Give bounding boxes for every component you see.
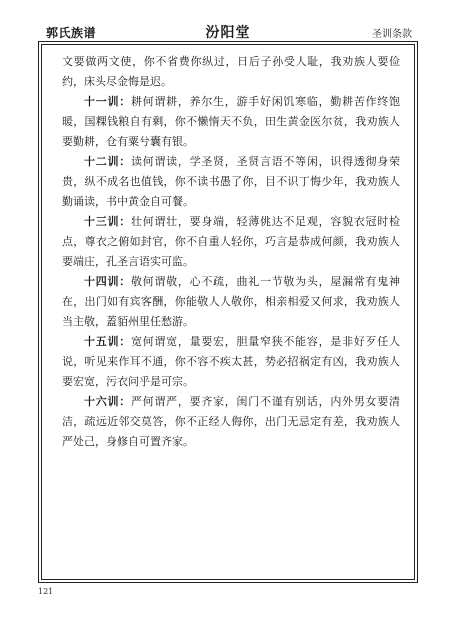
instruction-text: 敬何谓敬，心不疏，曲礼一节敬为头，屋漏常有鬼神在，出门如有宾客酬，你能敬人人敬你，相亲相爱又何求，我劝族人当主敬，蓋貊州里任愁游。 (62, 275, 401, 328)
header-section-name: 圣训条款 (372, 29, 412, 40)
instruction-16 (62, 392, 400, 452)
instruction-label: 十三训： (84, 215, 131, 228)
instruction-text: 读何谓读，学圣贤，圣贤言语不等闲，识得透彻身荣贵，纵不成名也值钱，你不读书愚了你，目不识丁悔少年，我劝族人勤诵读，书中黄金自可餐。 (62, 155, 401, 208)
intro-paragraph: 文要做两文使，你不省费你纵过，日后子孙受人耻，我劝族人要俭约，床头尽金悔是迟。 (62, 55, 400, 88)
instruction-14 (62, 272, 400, 332)
page-header (38, 22, 418, 42)
instruction-text: 壮何谓壮，要身端，轻薄佻达不足观，容貌衣冠时检点，尊衣之俯如封官，你不自重人轻你，巧言是恭成何颜，我劝族人要端庄，孔圣言语实可监。 (62, 215, 401, 268)
page-number: 121 (38, 587, 54, 596)
instruction-text: 宽何谓宽，量要宏，胆量窄狭不能容，是非好歹任人说，听见来作耳不通，你不容不疾太甚，势必招祸定有凶，我劝族人要宏宽，污衣问乎是可宗。 (62, 335, 401, 388)
instruction-15 (62, 332, 400, 392)
instruction-13 (62, 212, 400, 272)
body-text (62, 52, 400, 452)
instruction-12 (62, 152, 400, 212)
instruction-label: 十四训： (84, 275, 131, 288)
instruction-label: 十二训： (84, 155, 131, 168)
instruction-label: 十一训： (84, 95, 131, 108)
instruction-label: 十六训： (84, 395, 131, 408)
header-book-title: 郭氏族谱 (46, 26, 97, 40)
instruction-label: 十五训： (84, 335, 131, 348)
instruction-text: 严何谓严，要齐家，闺门不谨有别话，内外男女要清洁，疏远近邻交莫答，你不正经人侮你，出门无忌定有差，我劝族人严处己，身修自可置齐家。 (62, 395, 401, 448)
header-hall-name: 汾阳堂 (205, 25, 251, 41)
instruction-11 (62, 92, 400, 152)
instruction-text: 耕何谓耕，养尔生，游手好闲饥寒临，勤耕苦作终饱暖，国粿钱粮自有剩，你不懒惰天不负，田生黄金医尔贫，我劝族人要勤耕，仓有粟兮囊有银。 (62, 95, 401, 148)
